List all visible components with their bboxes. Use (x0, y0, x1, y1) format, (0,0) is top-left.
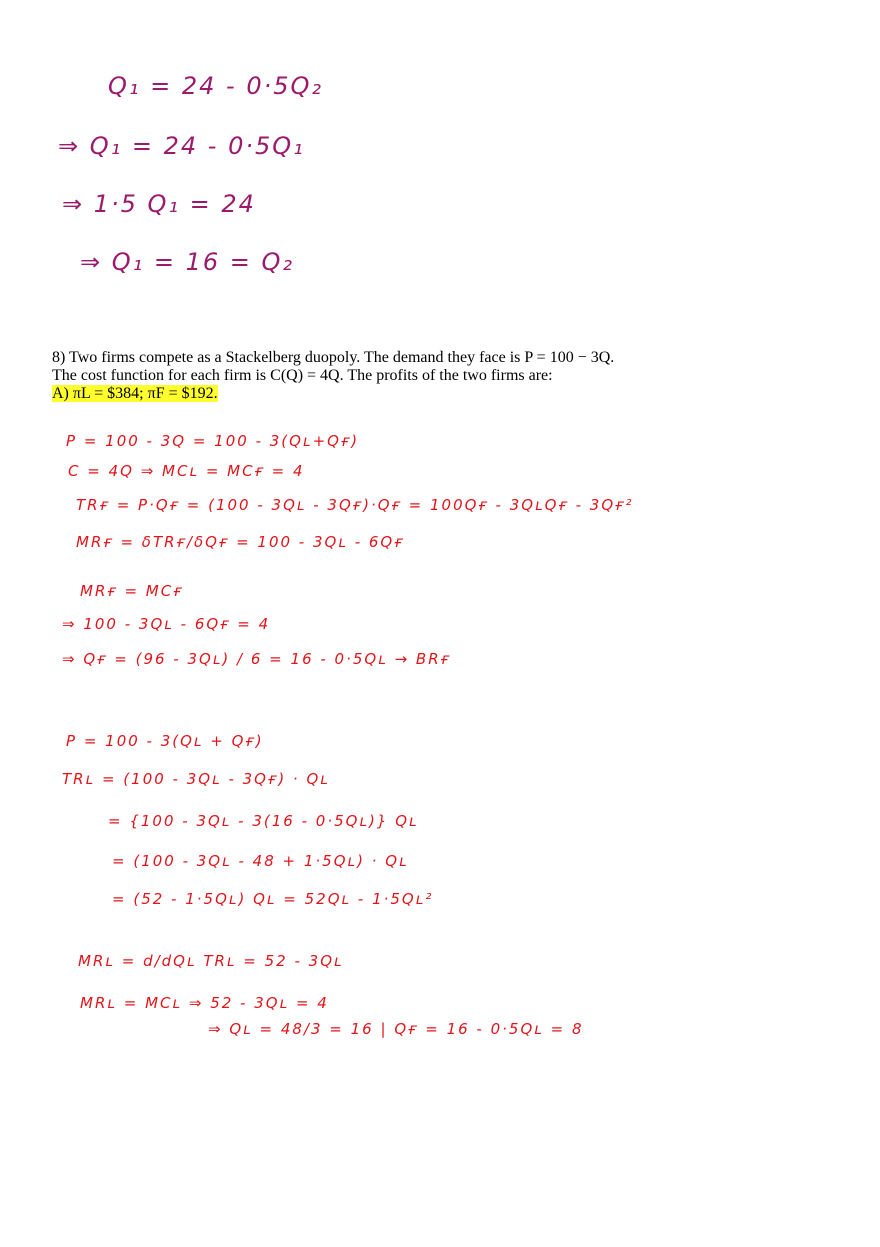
follower-line-3: TRғ = P·Qғ = (100 - 3Qʟ - 3Qғ)·Qғ = 100Qғ - 3QʟQғ - 3Qғ² (76, 496, 634, 514)
leader-line-2: TRʟ = (100 - 3Qʟ - 3Qғ) · Qʟ (62, 770, 330, 788)
top-line-1: Q₁ = 24 - 0·5Q₂ (108, 72, 324, 100)
question-line-2: The cost function for each firm is C(Q) = 4Q. The profits of the two firms are: (52, 367, 553, 384)
leader-line-8: ⇒ Qʟ = 48/3 = 16 | Qғ = 16 - 0·5Qʟ = 8 (208, 1020, 584, 1038)
leader-line-6: MRʟ = d/dQʟ TRʟ = 52 - 3Qʟ (78, 952, 344, 970)
follower-line-7: ⇒ Qғ = (96 - 3Qʟ) / 6 = 16 - 0·5Qʟ → BRғ (62, 650, 451, 668)
leader-line-3: = {100 - 3Qʟ - 3(16 - 0·5Qʟ)} Qʟ (108, 812, 419, 830)
top-line-4: ⇒ Q₁ = 16 = Q₂ (80, 248, 295, 276)
follower-line-5: MRғ = MCғ (80, 582, 184, 600)
leader-line-7: MRʟ = MCʟ ⇒ 52 - 3Qʟ = 4 (80, 994, 329, 1012)
follower-line-4: MRғ = δTRғ/δQғ = 100 - 3Qʟ - 6Qғ (76, 533, 405, 551)
leader-line-1: P = 100 - 3(Qʟ + Qғ) (66, 732, 264, 750)
follower-line-1: P = 100 - 3Q = 100 - 3(Qʟ+Qғ) (66, 432, 360, 450)
follower-line-6: ⇒ 100 - 3Qʟ - 6Qғ = 4 (62, 615, 271, 633)
highlighted-answer: A) πL = $384; πF = $192. (52, 385, 218, 402)
leader-line-5: = (52 - 1·5Qʟ) Qʟ = 52Qʟ - 1·5Qʟ² (112, 890, 434, 908)
follower-line-2: C = 4Q ⇒ MCʟ = MCғ = 4 (68, 462, 305, 480)
top-line-2: ⇒ Q₁ = 24 - 0·5Q₁ (58, 132, 305, 160)
question-line-1: 8) Two firms compete as a Stackelberg duopoly. The demand they face is P = 100 − 3Q. (52, 349, 615, 366)
leader-line-4: = (100 - 3Qʟ - 48 + 1·5Qʟ) · Qʟ (112, 852, 409, 870)
top-line-3: ⇒ 1·5 Q₁ = 24 (62, 190, 256, 218)
question-block (52, 349, 842, 403)
